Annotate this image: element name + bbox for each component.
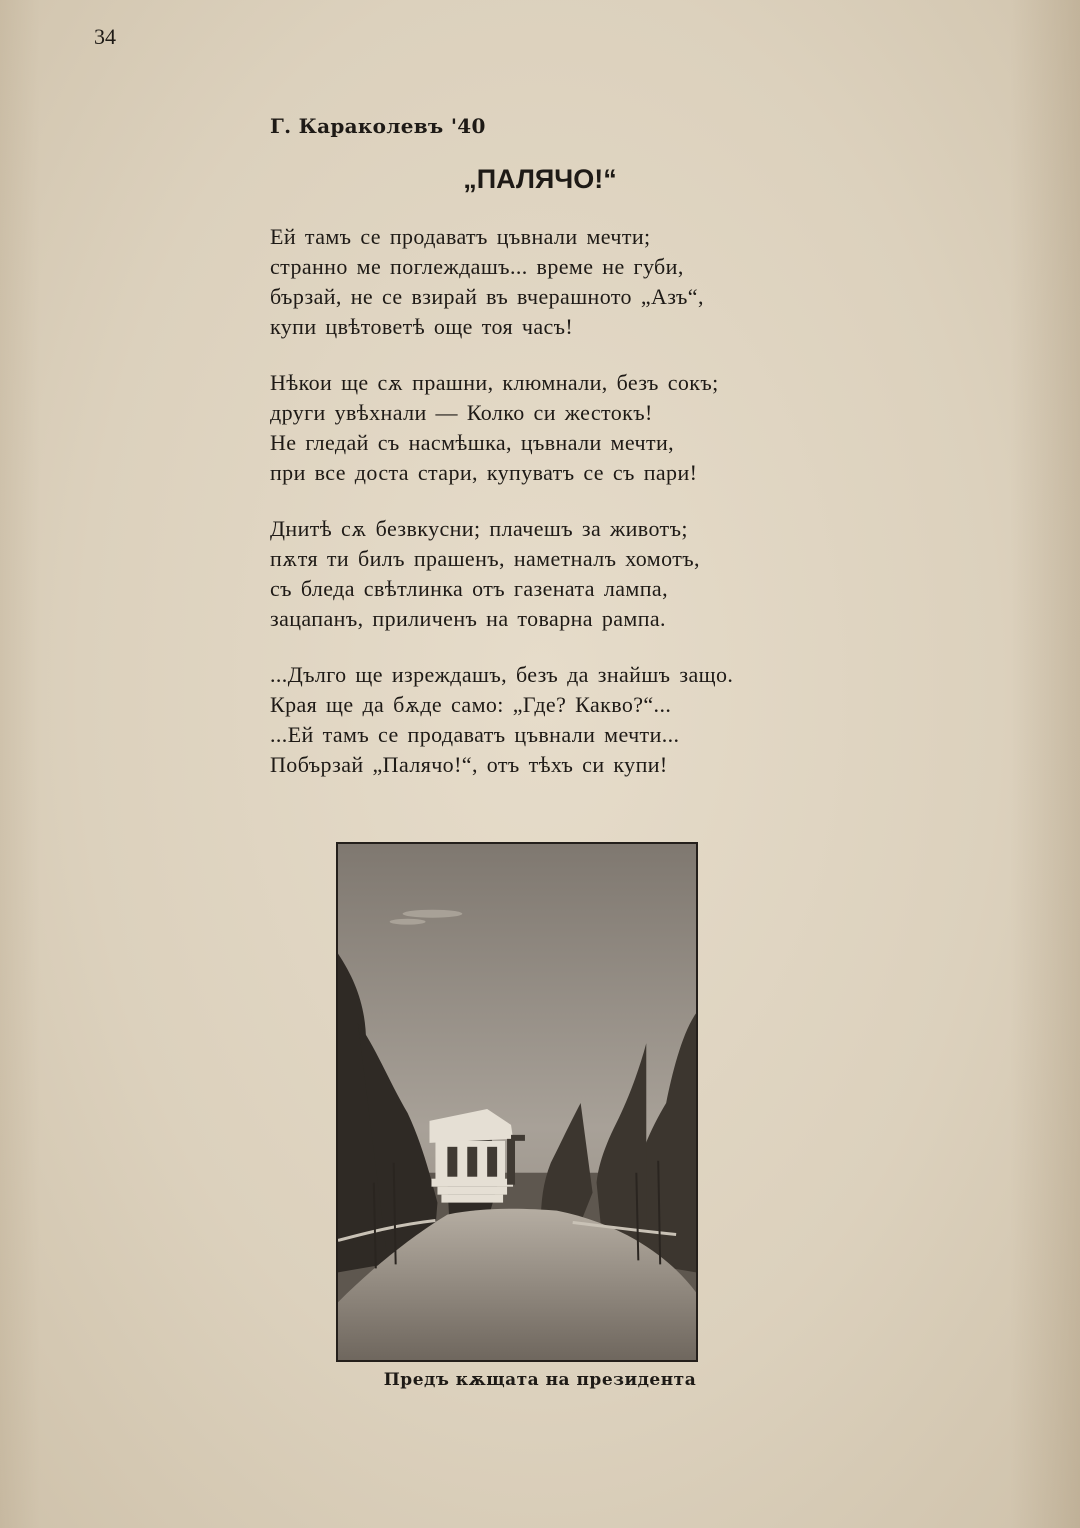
stanza bbox=[270, 222, 830, 342]
park-photo bbox=[336, 842, 698, 1362]
poem-line: бързай, не се взирай въ вчерашното „Азъ“, bbox=[270, 284, 704, 309]
poem-line: пѫтя ти билъ прашенъ, наметналъ хомотъ, bbox=[270, 546, 700, 571]
poem-line: купи цвѣтоветѣ още тоя часъ! bbox=[270, 314, 574, 339]
stanza bbox=[270, 514, 830, 634]
photo-caption: Предъ кѫщата на президента bbox=[383, 1370, 697, 1390]
poem-line: Побързай „Палячо!“, отъ тѣхъ си купи! bbox=[270, 752, 668, 777]
poem-line: странно ме поглеждашъ... време не губи, bbox=[270, 254, 684, 279]
poem-line: Ей тамъ се продаватъ цъвнали мечти; bbox=[270, 224, 651, 249]
article-author: Г. Караколевъ '40 bbox=[270, 114, 486, 138]
page-edge-shadow bbox=[1010, 0, 1080, 1528]
stanza bbox=[270, 660, 830, 780]
poem-line: ...Дълго ще изреждашъ, безъ да знайшъ защо. bbox=[270, 662, 734, 687]
poem-title: „ПАЛЯЧО!“ bbox=[463, 164, 617, 194]
page-number: 34 bbox=[94, 24, 116, 49]
poem-line: Не гледай съ насмѣшка, цъвнали мечти, bbox=[270, 430, 675, 455]
poem-line: съ бледа свѣтлинка отъ газената лампа, bbox=[270, 576, 668, 601]
poem-line: ...Ей тамъ се продаватъ цъвнали мечти... bbox=[270, 722, 680, 747]
poem-line: при все доста стари, купуватъ се съ пари! bbox=[270, 460, 698, 485]
stanza bbox=[270, 368, 830, 488]
page-edge-shadow-left bbox=[0, 0, 40, 1528]
poem-line: Нѣкои ще сѫ прашни, клюмнали, безъ сокъ; bbox=[270, 370, 719, 395]
poem-line: зацапанъ, приличенъ на товарна рампа. bbox=[270, 606, 666, 631]
poem-line: други увѣхнали — Колко си жестокъ! bbox=[270, 400, 653, 425]
park-photo-illustration bbox=[338, 844, 696, 1360]
poem-body bbox=[270, 222, 830, 806]
poem-line: Края ще да бѫде само: „Где? Какво?“... bbox=[270, 692, 672, 717]
poem-line: Днитѣ сѫ безвкусни; плачешъ за животъ; bbox=[270, 516, 688, 541]
